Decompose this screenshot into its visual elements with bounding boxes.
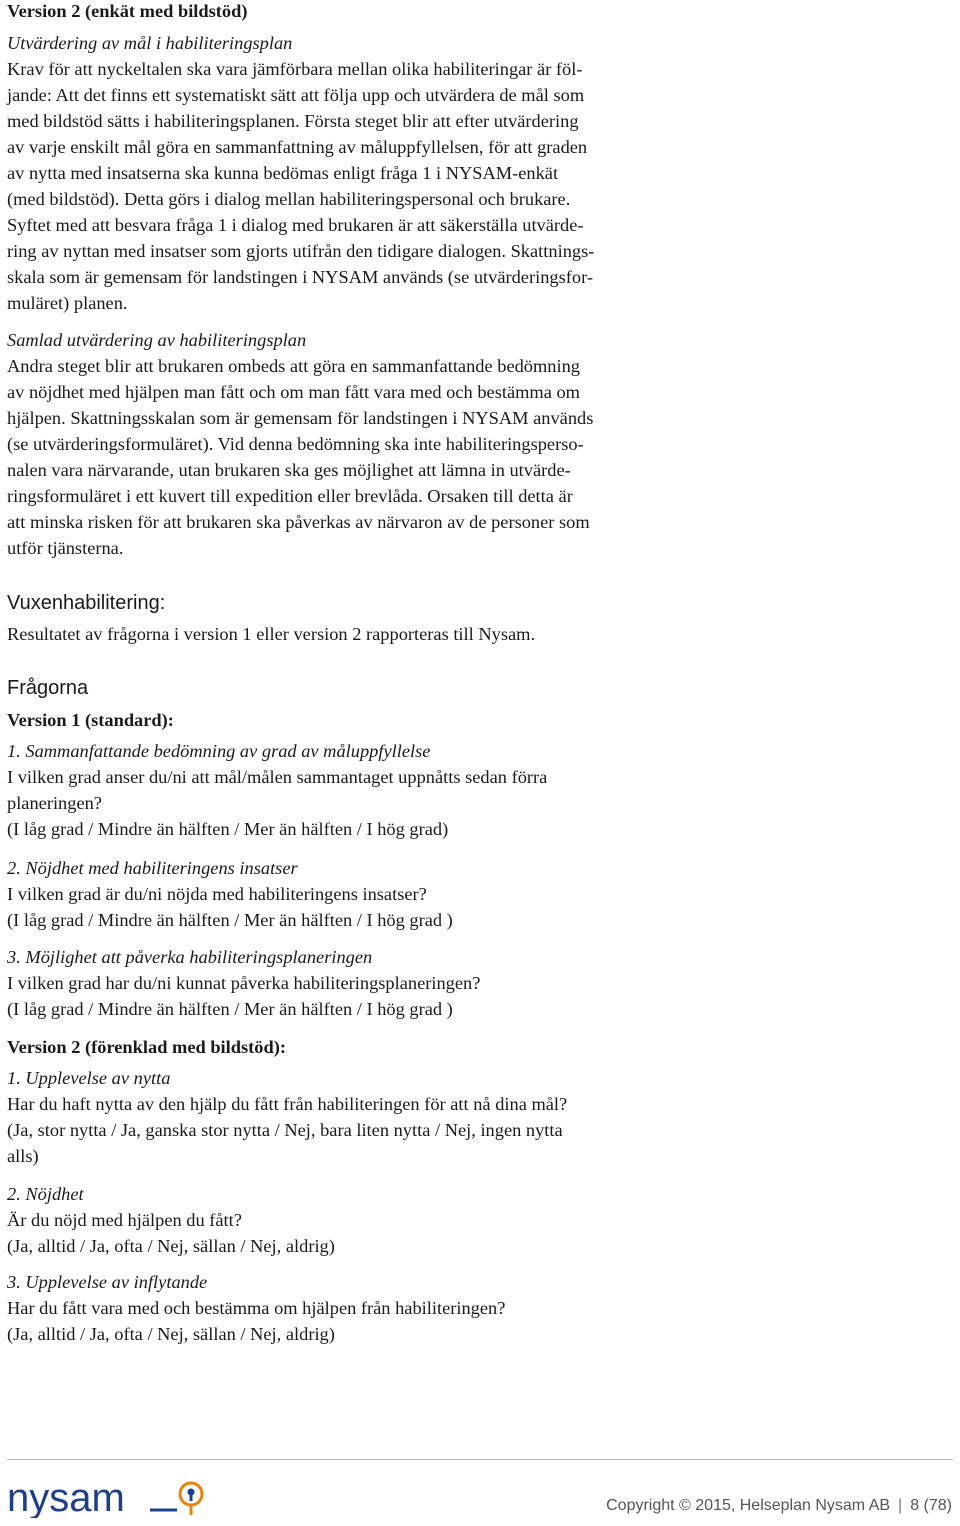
text-line: ring av nyttan med insatser som gjorts utifrån den tidigare dialogen. Skattnings- <box>7 241 595 261</box>
text-line: av nöjdhet med hjälpen man fått och om man fått vara med och bestämma om <box>7 382 580 402</box>
text-line: nalen vara närvarande, utan brukaren ska ges möjlighet att lämna in utvärde- <box>7 460 571 480</box>
keyhole-icon <box>180 1483 202 1515</box>
question-title: 3. Upplevelse av inflytande <box>7 1272 208 1292</box>
question-text: Har du haft nytta av den hjälp du fått från habiliteringen för att nå dina mål? <box>7 1094 568 1114</box>
text-line: muläret) planen. <box>7 293 128 313</box>
v2-question-2 <box>7 1181 947 1259</box>
section-combined-evaluation <box>7 327 947 561</box>
text-line: (med bildstöd). Detta görs i dialog mellan habiliteringspersonal och brukare. <box>7 189 571 209</box>
answer-scale: (Ja, alltid / Ja, ofta / Nej, sällan / Nej, aldrig) <box>7 1324 335 1344</box>
version2-header: Version 2 (enkät med bildstöd) <box>7 1 248 21</box>
answer-scale: alls) <box>7 1146 39 1166</box>
answer-scale: (Ja, stor nytta / Ja, ganska stor nytta / Nej, bara liten nytta / Nej, ingen nytta <box>7 1120 563 1140</box>
text-line: med bildstöd sätts i habiliteringsplanen. Första steget blir att efter utvärdering <box>7 111 579 131</box>
text-line: jande: Att det finns ett systematiskt sätt att följa upp och utvärdera de mål som <box>7 85 585 105</box>
text-line: utför tjänsterna. <box>7 538 124 558</box>
question-text: Har du fått vara med och bestämma om hjälpen från habiliteringen? <box>7 1298 506 1318</box>
answer-scale: (Ja, alltid / Ja, ofta / Nej, sällan / Nej, aldrig) <box>7 1236 335 1256</box>
text-line: Andra steget blir att brukaren ombeds att göra en sammanfattande bedömning <box>7 356 580 376</box>
section-title: Utvärdering av mål i habiliteringsplan <box>7 33 293 53</box>
footer-copyright <box>606 1497 952 1515</box>
text-line: av varje enskilt mål göra en sammanfattning av måluppfyllelsen, för att graden <box>7 137 588 157</box>
page-number: 8 (78) <box>910 1497 952 1514</box>
text-line: Syftet med att besvara fråga 1 i dialog med brukaren är att säkerställa utvärde- <box>7 215 584 235</box>
text-line: Krav för att nyckeltalen ska vara jämförbara mellan olika habiliteringar är föl- <box>7 59 583 79</box>
heading-vuxenhabilitering: Vuxenhabilitering: <box>7 592 166 614</box>
text-line: ringsformuläret i ett kuvert till expedition eller brevlåda. Orsaken till detta är <box>7 486 573 506</box>
question-title: 1. Upplevelse av nytta <box>7 1068 171 1088</box>
heading-fragorna: Frågorna <box>7 677 89 699</box>
section-title: Samlad utvärdering av habiliteringsplan <box>7 330 307 350</box>
nysam-logo <box>7 1478 207 1518</box>
v2-question-3 <box>7 1269 947 1347</box>
copyright-text: Copyright © 2015, Helseplan Nysam AB <box>606 1497 891 1514</box>
question-text: planeringen? <box>7 793 102 813</box>
question-text: I vilken grad anser du/ni att mål/målen sammantaget uppnåtts sedan förra <box>7 767 548 787</box>
text-line: att minska risken för att brukaren ska påverkas av närvaron av de personer som <box>7 512 590 532</box>
logo-wordmark: nysam <box>7 1478 125 1518</box>
footer-separator: | <box>898 1497 903 1514</box>
v1-question-2 <box>7 855 947 933</box>
v1-question-3 <box>7 944 947 1022</box>
vuxen-text: Resultatet av frågorna i version 1 eller version 2 rapporteras till Nysam. <box>7 624 536 644</box>
version2-simplified-header: Version 2 (förenklad med bildstöd): <box>7 1037 286 1057</box>
footer-divider <box>7 1459 953 1460</box>
question-text: I vilken grad har du/ni kunnat påverka habiliteringsplaneringen? <box>7 973 481 993</box>
question-title: 1. Sammanfattande bedömning av grad av måluppfyllelse <box>7 741 431 761</box>
question-text: Är du nöjd med hjälpen du fått? <box>7 1210 242 1230</box>
text-line: (se utvärderingsformuläret). Vid denna bedömning ska inte habiliteringsperso- <box>7 434 584 454</box>
v2-question-1 <box>7 1065 947 1169</box>
text-line: av nytta med insatserna ska kunna bedömas enligt fråga 1 i NYSAM-enkät <box>7 163 559 183</box>
section-goal-evaluation <box>7 30 947 316</box>
answer-scale: (I låg grad / Mindre än hälften / Mer än hälften / I hög grad ) <box>7 999 453 1019</box>
version1-header: Version 1 (standard): <box>7 710 174 730</box>
text-line: hjälpen. Skattningsskalan som är gemensam för landstingen i NYSAM används <box>7 408 594 428</box>
question-title: 2. Nöjdhet <box>7 1184 84 1204</box>
question-title: 2. Nöjdhet med habiliteringens insatser <box>7 858 298 878</box>
v1-question-1 <box>7 738 947 842</box>
answer-scale: (I låg grad / Mindre än hälften / Mer än hälften / I hög grad ) <box>7 910 453 930</box>
text-line: skala som är gemensam för landstingen i NYSAM används (se utvärderingsfor- <box>7 267 593 287</box>
question-title: 3. Möjlighet att påverka habiliteringsplaneringen <box>7 947 373 967</box>
answer-scale: (I låg grad / Mindre än hälften / Mer än hälften / I hög grad) <box>7 819 449 839</box>
question-text: I vilken grad är du/ni nöjda med habiliteringens insatser? <box>7 884 427 904</box>
